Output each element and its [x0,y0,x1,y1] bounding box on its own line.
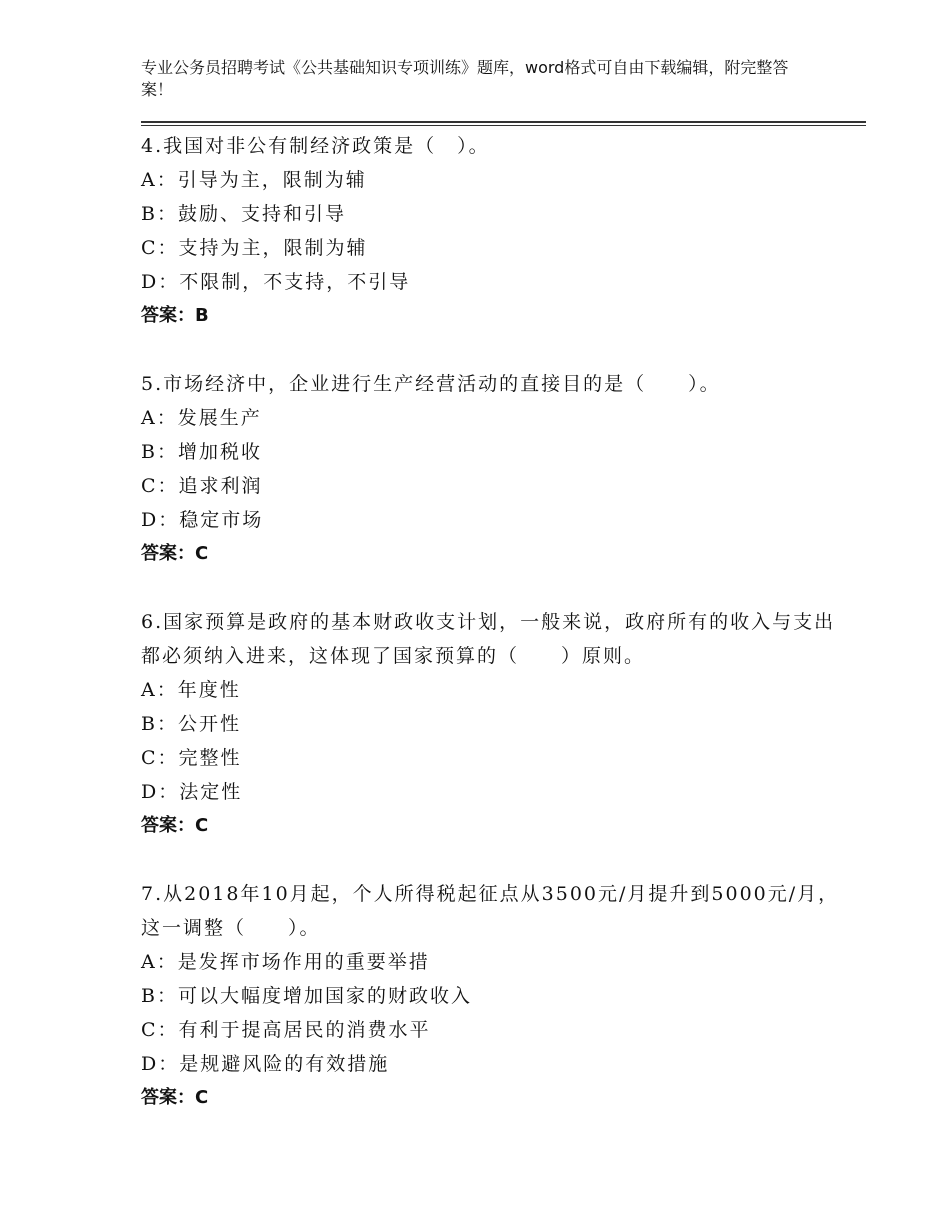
answer-text: 答案：C [141,543,209,564]
option-b: B：公开性 [141,713,241,735]
document-header: 专业公务员招聘考试《公共基础知识专项训练》题库，word格式可自由下载编辑，附完整答案！ [141,58,789,99]
option-a: A：引导为主，限制为辅 [141,169,367,191]
question-4 [141,129,841,333]
answer-text: 答案：C [141,1087,209,1108]
option-a: A：发展生产 [141,407,262,429]
option-d: D：是规避风险的有效措施 [141,1053,390,1075]
option-a: A：是发挥市场作用的重要举措 [141,951,430,973]
header-rule-thick [141,121,866,123]
option-d: D：稳定市场 [141,509,264,531]
question-stem: 6.国家预算是政府的基本财政收支计划，一般来说，政府所有的收入与支出都必须纳入进来，这体现了国家预算的（ ）原则。 [141,611,836,667]
option-a: A：年度性 [141,679,241,701]
option-d: D：不限制，不支持，不引导 [141,271,411,293]
question-stem: 4.我国对非公有制经济政策是（ ）。 [141,135,490,157]
question-stem: 7.从2018年10月起，个人所得税起征点从3500元/月提升到5000元/月，这一调整（ ）。 [141,883,840,939]
option-c: C：完整性 [141,747,242,769]
question-5 [141,367,841,571]
option-c: C：支持为主，限制为辅 [141,237,368,259]
header-rule-thin [141,125,866,126]
question-7 [141,877,841,1115]
option-d: D：法定性 [141,781,243,803]
option-c: C：追求利润 [141,475,263,497]
answer-text: 答案：B [141,305,209,326]
question-stem: 5.市场经济中，企业进行生产经营活动的直接目的是（ ）。 [141,373,721,395]
option-b: B：可以大幅度增加国家的财政收入 [141,985,472,1007]
option-b: B：增加税收 [141,441,262,463]
answer-text: 答案：C [141,815,209,836]
option-b: B：鼓励、支持和引导 [141,203,346,225]
question-6 [141,605,841,843]
question-list [141,129,841,1115]
option-c: C：有利于提高居民的消费水平 [141,1019,431,1041]
